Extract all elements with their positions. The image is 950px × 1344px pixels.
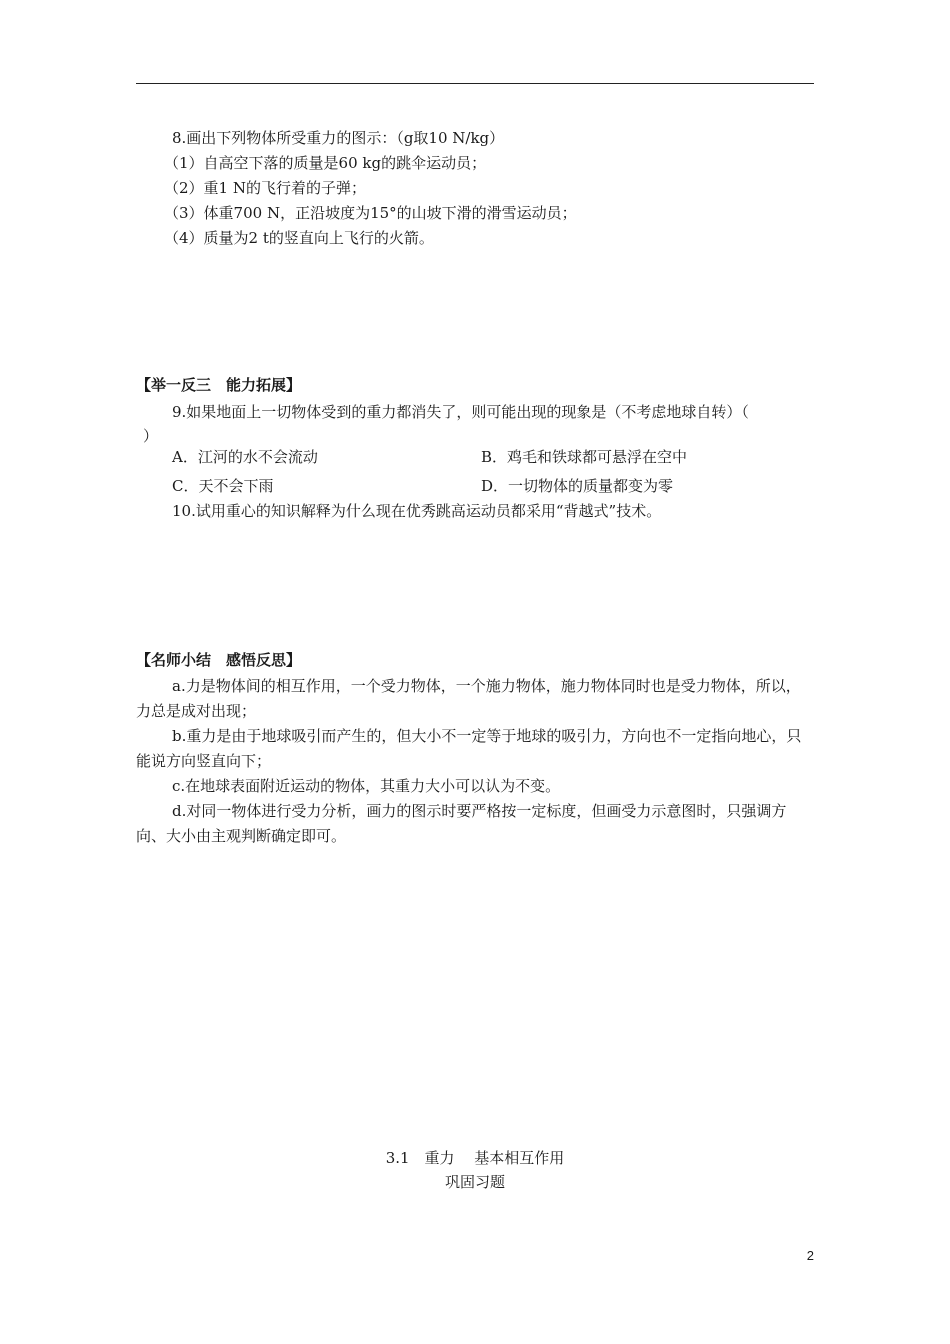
q8-item-3: （3）体重700 N，正沿坡度为15°的山坡下滑的滑雪运动员； — [164, 204, 577, 222]
header-rule — [136, 83, 814, 84]
q9-option-c: C．天不会下雨 — [172, 477, 274, 495]
summary-point-d: d.对同一物体进行受力分析，画力的图示时要严格按一定标度，但画受力示意图时，只强调方向、大小由主观判断确定即可。 — [136, 802, 787, 845]
section-title: 3.1 重力 基本相互作用 — [385, 1149, 565, 1167]
section-subtitle: 巩固习题 — [444, 1173, 505, 1191]
q8-item-1: （1）自高空下落的质量是60 kg的跳伞运动员； — [164, 154, 487, 172]
q8-title: 8.画出下列物体所受重力的图示：（g取10 N/kg） — [172, 129, 505, 147]
section-heading-extend: 【举一反三 能力拓展】 — [136, 376, 302, 394]
q10-text: 10.试用重心的知识解释为什么现在优秀跳高运动员都采用“背越式”技术。 — [172, 502, 662, 520]
page-number: 2 — [806, 1248, 814, 1263]
q8-item-2: （2）重1 N的飞行着的子弹； — [164, 179, 366, 197]
summary-point-c: c.在地球表面附近运动的物体，其重力大小可以认为不变。 — [172, 777, 561, 795]
summary-point-a: a.力是物体间的相互作用，一个受力物体，一个施力物体，施力物体同时也是受力物体，所以，力总是成对出现； — [136, 677, 801, 720]
section-heading-summary: 【名师小结 感悟反思】 — [136, 651, 302, 669]
q9-option-d: D．一切物体的质量都变为零 — [481, 477, 674, 495]
summary-body — [136, 674, 814, 849]
q9-line-1: 9.如果地面上一切物体受到的重力都消失了，则可能出现的现象是（不考虑地球自转）（ — [172, 403, 749, 421]
summary-point-b: b.重力是由于地球吸引而产生的，但大小不一定等于地球的吸引力，方向也不一定指向地心，只能说方向竖直向下； — [136, 727, 802, 770]
q9-line-2: ） — [143, 427, 159, 445]
q8-item-4: （4）质量为2 t的竖直向上飞行的火箭。 — [164, 229, 434, 247]
q9-option-a: A．江河的水不会流动 — [172, 448, 318, 466]
q9-option-b: B．鸡毛和铁球都可悬浮在空中 — [481, 448, 688, 466]
